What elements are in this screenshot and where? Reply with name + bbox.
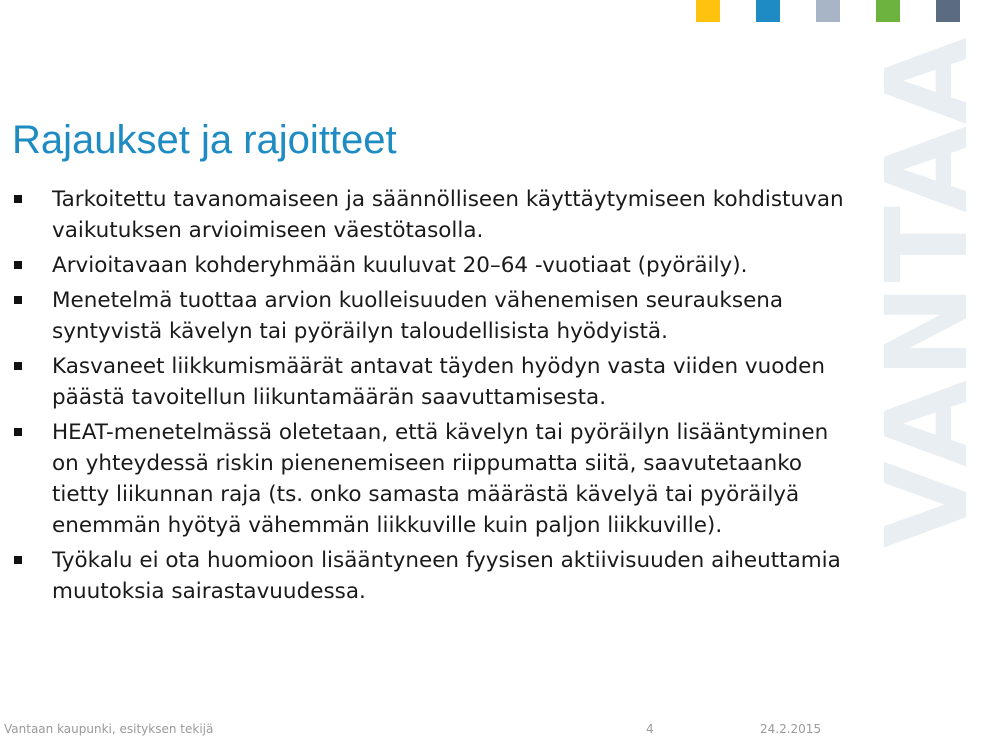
brand-square-green bbox=[876, 0, 900, 22]
bullet-text: Työkalu ei ota huomioon lisääntyneen fyysisen aktiivisuuden aiheuttamia muutoksia sairastavuudessa. bbox=[52, 548, 841, 604]
brand-color-bar bbox=[660, 0, 960, 22]
slide-footer bbox=[0, 722, 960, 739]
bullet-text: Kasvaneet liikkumismäärät antavat täyden hyödyn vasta viiden vuoden päästä tavoitellun liikuntamäärän saavuttamisesta. bbox=[52, 354, 825, 410]
bullet-square-icon bbox=[14, 362, 22, 370]
bullet-square-icon bbox=[14, 195, 22, 203]
brand-square-blue bbox=[756, 0, 780, 22]
brand-square-yellow bbox=[696, 0, 720, 22]
bullet-square-icon bbox=[14, 428, 22, 436]
bullet-item bbox=[0, 285, 860, 347]
brand-square-gray bbox=[816, 0, 840, 22]
vantaa-watermark: VANTAA bbox=[863, 35, 993, 548]
brand-square-dark bbox=[936, 0, 960, 22]
bullet-square-icon bbox=[14, 296, 22, 304]
bullet-text: HEAT-menetelmässä oletetaan, että kävelyn tai pyöräilyn lisääntyminen on yhteydessä riskin pienenemiseen riippumatta siitä, saavutetaanko tietty liikunnan raja (ts. onko samasta määrästä kävelyä tai pyöräilyä enemmän hyötyä vähemmän liikkuville kuin paljon liikkuville). bbox=[52, 420, 829, 538]
bullet-item bbox=[0, 545, 860, 607]
bullet-square-icon bbox=[14, 261, 22, 269]
bullet-item bbox=[0, 417, 860, 541]
bullet-text: Arvioitavaan kohderyhmään kuuluvat 20–64 -vuotiaat (pyöräily). bbox=[52, 253, 748, 278]
footer-presenter: Vantaan kaupunki, esityksen tekijä bbox=[4, 722, 214, 736]
bullet-text: Tarkoitettu tavanomaiseen ja säännölliseen käyttäytymiseen kohdistuvan vaikutuksen arvioimiseen väestötasolla. bbox=[52, 187, 844, 243]
bullet-square-icon bbox=[14, 556, 22, 564]
footer-date: 24.2.2015 bbox=[760, 722, 822, 736]
slide-title: Rajaukset ja rajoitteet bbox=[12, 118, 397, 162]
footer-page-number: 4 bbox=[646, 722, 654, 736]
bullet-item bbox=[0, 250, 860, 281]
bullet-text: Menetelmä tuottaa arvion kuolleisuuden vähenemisen seurauksena syntyvistä kävelyn tai pyöräilyn taloudellisista hyödyistä. bbox=[52, 288, 784, 344]
bullet-item bbox=[0, 351, 860, 413]
bullet-item bbox=[0, 184, 860, 246]
bullet-list bbox=[0, 184, 860, 611]
